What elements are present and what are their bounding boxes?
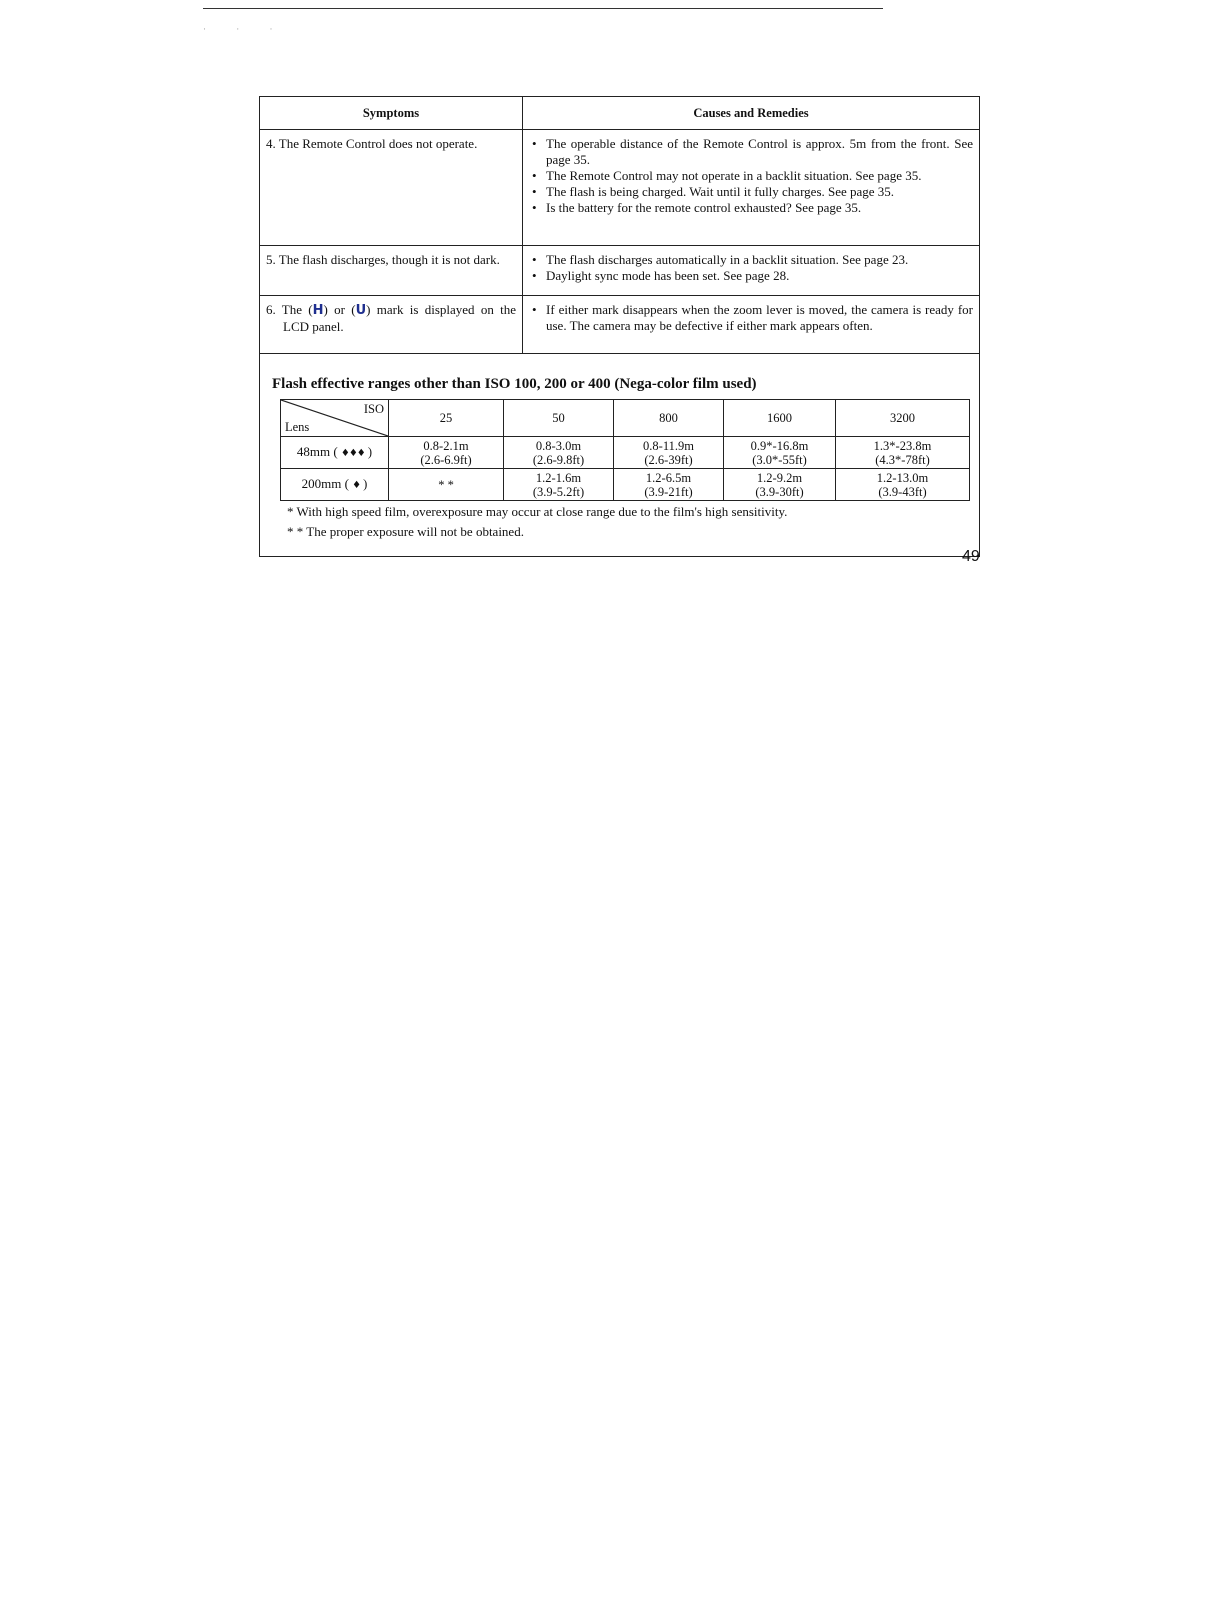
troubleshooting-table bbox=[259, 96, 980, 354]
remedy-item: • Is the battery for the remote control exhausted? See page 35. bbox=[529, 200, 973, 216]
range-feet: (3.9-43ft) bbox=[878, 484, 927, 499]
table-row bbox=[260, 130, 980, 246]
lens-cell bbox=[281, 469, 389, 501]
iso-value: 1600 bbox=[724, 400, 836, 437]
iso-value: 800 bbox=[614, 400, 724, 437]
symptom-text-start: 6. The ( bbox=[266, 302, 313, 317]
range-feet: (2.6-9.8ft) bbox=[532, 452, 585, 467]
range-metric: * * bbox=[438, 477, 454, 492]
symptom-text-mid: ) or ( bbox=[323, 302, 356, 317]
table-row bbox=[260, 246, 980, 296]
remedy-item: • The flash discharges automatically in a backlit situation. See page 23. bbox=[529, 252, 973, 268]
iso-label: ISO bbox=[363, 402, 384, 416]
symptom-text-end: ) mark is displayed on the LCD panel. bbox=[283, 302, 516, 334]
footnote: * * The proper exposure will not be obtained. bbox=[287, 524, 524, 539]
lens-label: Lens bbox=[285, 420, 310, 434]
remedy-cell bbox=[523, 130, 980, 246]
troubleshooting-header-row bbox=[260, 97, 980, 130]
remedy-list bbox=[529, 302, 973, 334]
corner-cell bbox=[281, 400, 389, 437]
range-cell bbox=[389, 437, 504, 469]
symptoms-header: Symptoms bbox=[260, 97, 523, 130]
symptom-text: 4. The Remote Control does not operate. bbox=[266, 136, 478, 151]
iso-header-row bbox=[281, 400, 970, 437]
symptom-cell bbox=[260, 246, 523, 296]
lens-close: ) bbox=[363, 476, 368, 491]
iso-value: 50 bbox=[504, 400, 614, 437]
range-feet: (2.6-6.9ft) bbox=[420, 452, 472, 467]
lens-cell bbox=[281, 437, 389, 469]
symptom-cell bbox=[260, 296, 523, 354]
h-mark-icon: H bbox=[312, 303, 324, 318]
remedy-item: • The Remote Control may not operate in a backlit situation. See page 35. bbox=[529, 168, 973, 184]
range-cell bbox=[389, 469, 504, 501]
range-metric: 0.8-11.9m bbox=[643, 438, 694, 453]
range-metric: 0.8-2.1m bbox=[423, 438, 469, 453]
table-row bbox=[281, 469, 970, 501]
range-feet: (2.6-39ft) bbox=[644, 452, 693, 467]
range-feet: (3.9-5.2ft) bbox=[532, 484, 585, 499]
range-cell bbox=[836, 437, 970, 469]
scan-specks: · · · bbox=[203, 24, 287, 34]
range-metric: 1.2-1.6m bbox=[535, 470, 582, 485]
range-feet: (3.9-30ft) bbox=[755, 484, 804, 499]
iso-value: 25 bbox=[389, 400, 504, 437]
table-row bbox=[281, 437, 970, 469]
remedy-cell bbox=[523, 246, 980, 296]
lens-close: ) bbox=[367, 444, 373, 459]
table-row bbox=[260, 296, 980, 354]
range-feet: (4.3*-78ft) bbox=[875, 452, 930, 467]
symptom-text: 5. The flash discharges, though it is not dark. bbox=[266, 252, 500, 267]
range-cell bbox=[724, 469, 836, 501]
remedy-item: • The flash is being charged. Wait until it fully charges. See page 35. bbox=[529, 184, 973, 200]
lens-name: 48mm ( bbox=[296, 443, 338, 459]
range-feet: (3.9-21ft) bbox=[644, 484, 693, 499]
range-cell bbox=[504, 469, 614, 501]
remedy-list bbox=[529, 252, 973, 284]
symptom-cell bbox=[260, 130, 523, 246]
iso-value: 3200 bbox=[836, 400, 970, 437]
footnotes bbox=[287, 502, 787, 542]
page-number: 49 bbox=[962, 548, 980, 565]
remedies-header: Causes and Remedies bbox=[523, 97, 980, 130]
remedy-cell bbox=[523, 296, 980, 354]
range-metric: 1.2-9.2m bbox=[756, 470, 803, 485]
symptom-text bbox=[266, 302, 516, 335]
remedy-item: • If either mark disappears when the zoom lever is moved, the camera is ready for use. The camera may be defective if either mark appears often. bbox=[529, 302, 973, 334]
range-metric: 0.9*-16.8m bbox=[750, 438, 809, 453]
range-metric: 1.2-13.0m bbox=[876, 470, 929, 485]
range-feet: (3.0*-55ft) bbox=[752, 452, 807, 467]
range-metric: 0.8-3.0m bbox=[535, 438, 582, 453]
range-cell bbox=[504, 437, 614, 469]
range-cell bbox=[614, 469, 724, 501]
flash-ranges-table bbox=[280, 399, 970, 501]
top-rule bbox=[203, 8, 883, 9]
range-cell bbox=[614, 437, 724, 469]
remedy-list bbox=[529, 136, 973, 216]
range-cell bbox=[836, 469, 970, 501]
range-cell bbox=[724, 437, 836, 469]
lens-name: 200mm ( bbox=[301, 475, 349, 491]
remedy-item: • The operable distance of the Remote Control is approx. 5m from the front. See page 35. bbox=[529, 136, 973, 168]
u-mark-icon: U bbox=[355, 303, 367, 318]
telephoto-icon: ♦ bbox=[352, 479, 361, 491]
range-metric: 1.2-6.5m bbox=[645, 470, 692, 485]
footnote: * With high speed film, overexposure may occur at close range due to the film's high sensitivity. bbox=[287, 504, 788, 519]
remedy-item: • Daylight sync mode has been set. See page 28. bbox=[529, 268, 973, 284]
wide-angle-icon: ♦♦♦ bbox=[340, 447, 365, 459]
range-metric: 1.3*-23.8m bbox=[873, 438, 932, 453]
flash-ranges-title: Flash effective ranges other than ISO 100, 200 or 400 (Nega-color film used) bbox=[272, 376, 757, 392]
